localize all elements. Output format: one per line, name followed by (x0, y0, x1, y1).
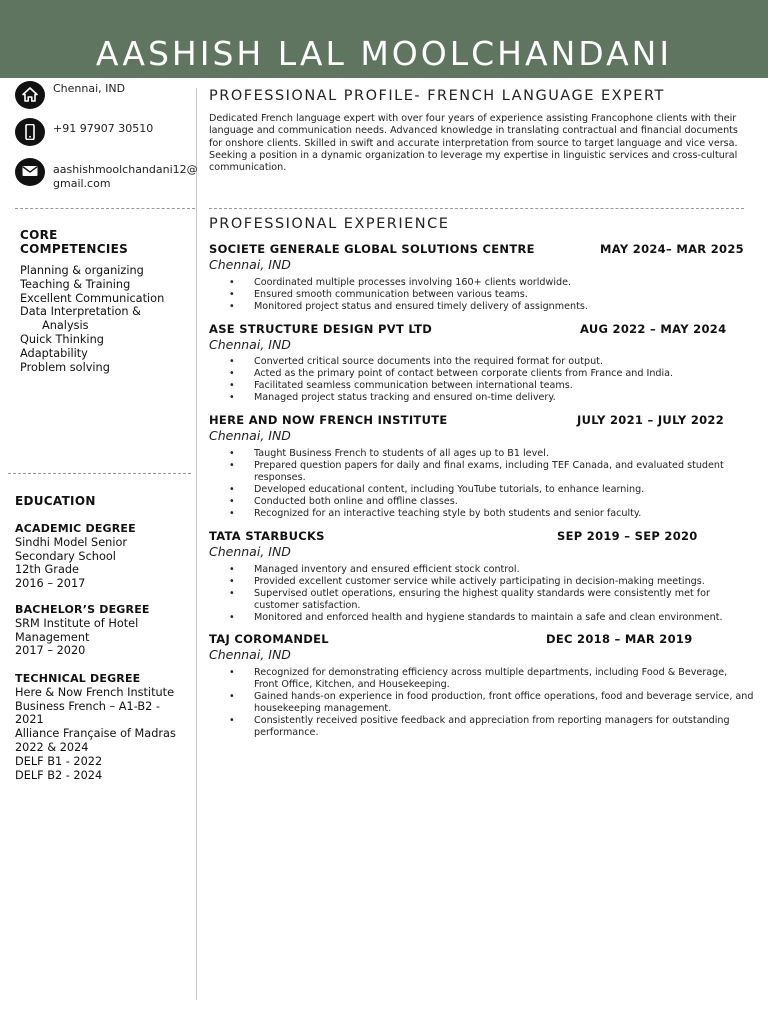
job-bullet: • Converted critical source documents into the required format for output. (209, 356, 754, 368)
edu-line: Here & Now French Institute (15, 685, 175, 699)
job-entry-taj-coromandel (209, 632, 754, 744)
job-entry-tata-starbucks (209, 529, 754, 629)
edu-line: DELF B1 - 2022 (15, 754, 103, 768)
sidebar-divider-top (15, 208, 195, 209)
competency-item: Adaptability (20, 346, 88, 360)
job-company: HERE AND NOW FRENCH INSTITUTE (209, 413, 448, 427)
job-dates: MAY 2024– MAR 2025 (600, 242, 744, 256)
header-banner (0, 0, 768, 78)
edu-line: Management (15, 630, 90, 644)
job-bullets (209, 564, 754, 624)
job-bullet: • Recognized for demonstrating efficiency across multiple departments, including Food & Beverage, Front Office, Kitchen, and Housekeeping. (209, 667, 754, 691)
job-bullet: • Provided excellent customer service while actively participating in decision-making meetings. (209, 576, 754, 588)
competency-item: Data Interpretation & (20, 305, 141, 319)
job-entry-societe-generale (209, 242, 754, 318)
competency-item: Quick Thinking (20, 332, 104, 346)
job-company: TAJ COROMANDEL (209, 632, 329, 646)
job-dates: SEP 2019 – SEP 2020 (557, 529, 698, 543)
degree-title: ACADEMIC DEGREE (15, 522, 136, 535)
job-bullet: • Monitored project status and ensured timely delivery of assignments. (209, 301, 754, 313)
edu-line: Secondary School (15, 549, 116, 563)
job-dates: JULY 2021 – JULY 2022 (577, 413, 725, 427)
competency-item: Analysis (42, 319, 89, 333)
education-heading: EDUCATION (15, 494, 96, 508)
job-bullet: • Gained hands-on experience in food production, front office operations, food and beverage service, and housekeeping management. (209, 691, 754, 715)
education-academic (15, 522, 193, 591)
job-entry-here-and-now (209, 413, 754, 525)
phone-icon (15, 118, 45, 146)
job-company: SOCIETE GENERALE GLOBAL SOLUTIONS CENTRE (209, 242, 535, 256)
job-bullet: • Developed educational content, including YouTube tutorials, to enhance learning. (209, 484, 754, 496)
degree-title: BACHELOR’S DEGREE (15, 603, 150, 616)
job-bullet: • Consistently received positive feedback and appreciation from reporting managers for outstanding performance. (209, 715, 754, 739)
edu-line: Business French – A1-B2 - (15, 699, 160, 713)
edu-line: SRM Institute of Hotel (15, 616, 139, 630)
edu-line: 2021 (15, 713, 44, 727)
job-bullet: • Coordinated multiple processes involving 160+ clients worldwide. (209, 277, 754, 289)
job-bullets (209, 356, 754, 404)
job-bullet: • Acted as the primary point of contact between corporate clients from France and India. (209, 368, 754, 380)
competencies-list (20, 264, 164, 374)
job-bullets (209, 667, 754, 740)
degree-title: TECHNICAL DEGREE (15, 672, 141, 685)
candidate-name: AASHISH LAL MOOLCHANDANI (95, 34, 673, 73)
email-link[interactable]: aashishmoolchandani12@gmail.com (53, 163, 198, 190)
phone-text[interactable]: +91 97907 30510 (53, 122, 154, 135)
profile-summary: Dedicated French language expert with over four years of experience assisting Francophone clients with their language and communication needs. Advanced knowledge in translating contractual and financial documents for onshore clients. Skilled in swift and accurate interpretation from source to target language and vice versa. Seeking a position in a dynamic organization to leverage my expertise in linguistic services and cross-cultural communication. (209, 113, 738, 174)
edu-line: 2022 & 2024 (15, 740, 89, 754)
edu-line: 2016 – 2017 (15, 577, 86, 591)
job-bullet: • Monitored and enforced health and hygiene standards to maintain a safe and clean environment. (209, 612, 754, 624)
job-dates: AUG 2022 – MAY 2024 (580, 322, 727, 336)
envelope-icon (15, 158, 45, 186)
column-divider (196, 88, 197, 1000)
job-bullet: • Ensured smooth communication between various teams. (209, 289, 754, 301)
location-text: Chennai, IND (53, 82, 126, 95)
job-location: Chennai, IND (209, 257, 291, 272)
job-location: Chennai, IND (209, 337, 291, 352)
experience-heading: PROFESSIONAL EXPERIENCE (209, 216, 450, 232)
job-bullet: • Facilitated seamless communication between international teams. (209, 380, 754, 392)
education-technical (15, 672, 193, 782)
sidebar-divider-mid (8, 473, 191, 474)
profile-heading: PROFESSIONAL PROFILE- FRENCH LANGUAGE EXPERT (209, 88, 665, 104)
job-entry-ase-structure (209, 322, 754, 410)
job-bullet: • Prepared question papers for daily and final exams, including TEF Canada, and evaluated student responses. (209, 460, 754, 484)
job-company: ASE STRUCTURE DESIGN PVT LTD (209, 322, 433, 336)
job-bullet: • Conducted both online and offline classes. (209, 496, 754, 508)
edu-line: 12th Grade (15, 563, 79, 577)
competency-item: Teaching & Training (20, 277, 131, 291)
edu-line: Sindhi Model Senior (15, 535, 128, 549)
edu-line: 2017 – 2020 (15, 644, 86, 658)
job-location: Chennai, IND (209, 544, 291, 559)
competency-item: Planning & organizing (20, 264, 144, 277)
competency-item: Problem solving (20, 360, 110, 374)
job-bullet: • Supervised outlet operations, ensuring the highest quality standards were consistently met for customer satisfaction. (209, 588, 754, 612)
main-divider (209, 208, 744, 209)
edu-line: DELF B2 - 2024 (15, 768, 103, 782)
competencies-heading: CORE COMPETENCIES (20, 228, 129, 256)
competency-item: Excellent Communication (20, 291, 165, 305)
job-bullet: • Taught Business French to students of all ages up to B1 level. (209, 448, 754, 460)
job-bullet: • Managed project status tracking and ensured on-time delivery. (209, 392, 754, 404)
home-icon (15, 81, 45, 109)
job-location: Chennai, IND (209, 647, 291, 662)
education-bachelor (15, 603, 193, 658)
edu-line: Alliance Française of Madras (15, 727, 176, 741)
job-company: TATA STARBUCKS (209, 529, 325, 543)
job-bullet: • Managed inventory and ensured efficient stock control. (209, 564, 754, 576)
job-dates: DEC 2018 – MAR 2019 (546, 632, 693, 646)
job-bullets (209, 277, 754, 313)
job-location: Chennai, IND (209, 428, 291, 443)
job-bullet: • Recognized for an interactive teaching style by both students and senior faculty. (209, 508, 754, 520)
job-bullets (209, 448, 754, 521)
